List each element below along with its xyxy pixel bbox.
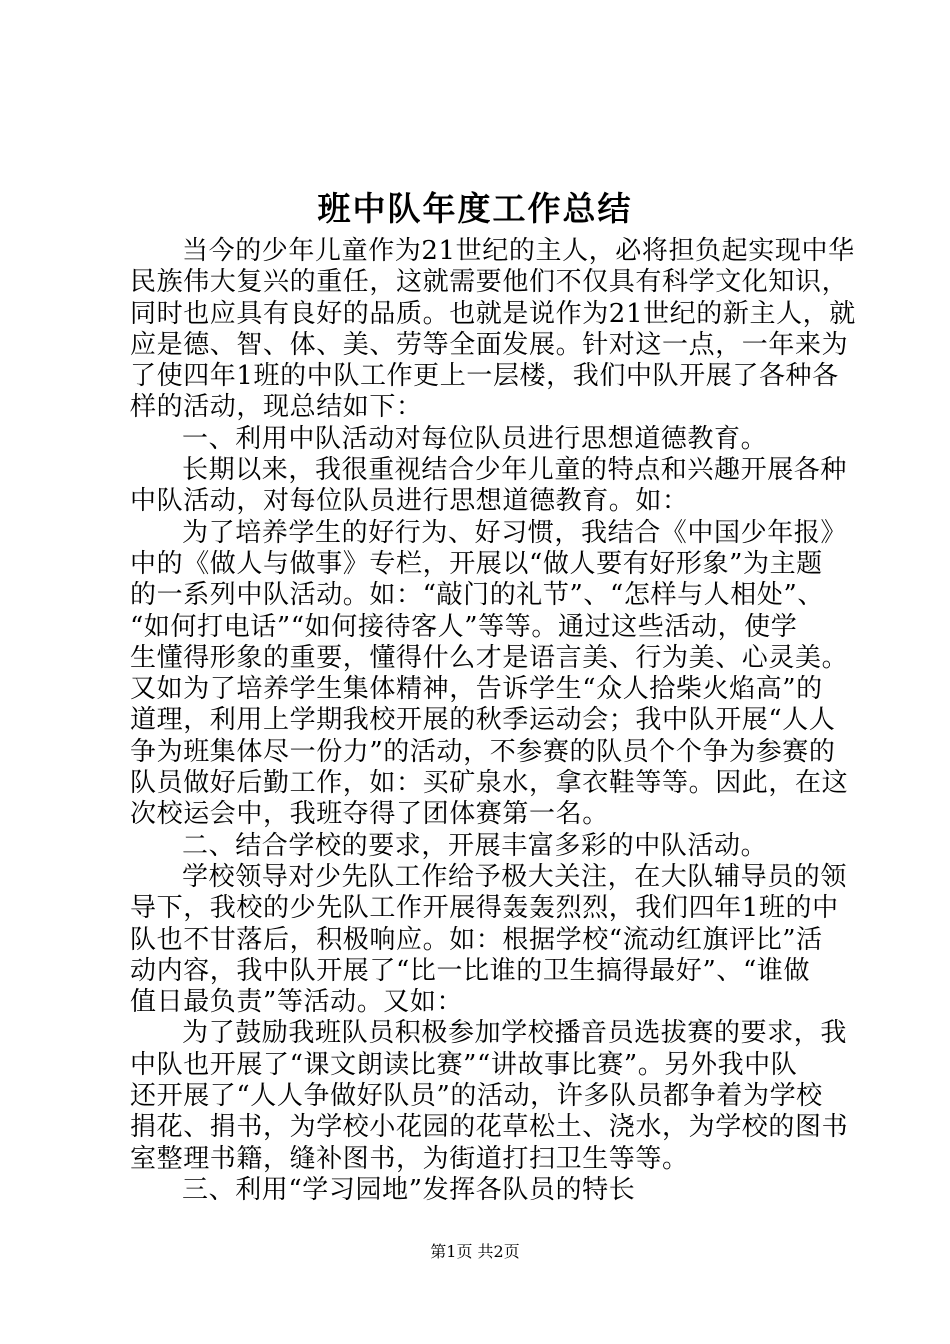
text-line: 为了培养学生的好行为、好习惯，我结合《中国少年报》 (182, 517, 848, 548)
page-footer: 第1页 共2页 (430, 1242, 520, 1261)
text-line: 一、利用中队活动对每位队员进行思想道德教育。 (182, 423, 768, 454)
text-line: 捐花、捐书，为学校小花园的花草松土、浇水，为学校的图书 (130, 1112, 849, 1143)
text-line: 民族伟大复兴的重任，这就需要他们不仅具有科学文化知识， (130, 267, 849, 298)
text-line: 道理，利用上学期我校开展的秋季运动会；我中队开展“人人 (130, 705, 836, 736)
text-line: 同时也应具有良好的品质。也就是说作为21世纪的新主人，就 (130, 298, 856, 329)
text-line: 三、利用“学习园地”发挥各队员的特长 (182, 1174, 636, 1205)
text-line: 中队也开展了“课文朗读比赛”“讲故事比赛”。另外我中队 (130, 1049, 798, 1080)
text-line: 争为班集体尽一份力”的活动，不参赛的队员个个争为参赛的 (130, 736, 836, 767)
text-line: 的一系列中队活动。如：“敲门的礼节”、“怎样与人相处”、 (130, 580, 824, 611)
text-line: 队员做好后勤工作，如：买矿泉水，拿衣鞋等等。因此，在这 (130, 768, 849, 799)
text-line: 了使四年1班的中队工作更上一层楼，我们中队开展了各种各 (130, 361, 839, 392)
text-line: 生懂得形象的重要，懂得什么才是语言美、行为美、心灵美。 (130, 642, 849, 673)
text-line: 二、结合学校的要求，开展丰富多彩的中队活动。 (182, 830, 768, 861)
text-line: 队也不甘落后，积极响应。如：根据学校“流动红旗评比”活 (130, 924, 823, 955)
document-title: 班中队年度工作总结 (317, 189, 633, 228)
text-line: 当今的少年儿童作为21世纪的主人，必将担负起实现中华 (182, 236, 855, 266)
text-line: 为了鼓励我班队员积极参加学校播音员选拔赛的要求，我 (182, 1018, 848, 1049)
text-line: 次校运会中，我班夺得了团体赛第一名。 (130, 799, 609, 830)
text-line: 又如为了培养学生集体精神，告诉学生“众人拾柴火焰高”的 (130, 674, 823, 705)
text-line: 导下，我校的少先队工作开展得轰轰烈烈，我们四年1班的中 (130, 893, 839, 924)
text-line: 动内容，我中队开展了“比一比谁的卫生搞得最好”、“谁做 (130, 955, 811, 986)
text-line: 样的活动，现总结如下： (130, 392, 423, 423)
text-line: 学校领导对少先队工作给予极大关注，在大队辅导员的领 (182, 861, 848, 892)
text-line: 值日最负责”等活动。又如： (130, 987, 464, 1018)
text-line: 中的《做人与做事》专栏，开展以“做人要有好形象”为主题 (130, 548, 823, 579)
document-body (130, 236, 856, 1206)
text-line: 还开展了“人人争做好队员”的活动，许多队员都争着为学校 (130, 1081, 823, 1112)
text-line: 中队活动，对每位队员进行思想道德教育。如： (130, 486, 689, 517)
text-line: 室整理书籍，缝补图书，为街道打扫卫生等等。 (130, 1143, 689, 1174)
text-line: “如何打电话”“如何接待客人”等等。通过这些活动，使学 (130, 611, 798, 642)
text-line: 长期以来，我很重视结合少年儿童的特点和兴趣开展各种 (182, 455, 848, 486)
text-line: 应是德、智、体、美、劳等全面发展。针对这一点，一年来为 (130, 329, 849, 360)
